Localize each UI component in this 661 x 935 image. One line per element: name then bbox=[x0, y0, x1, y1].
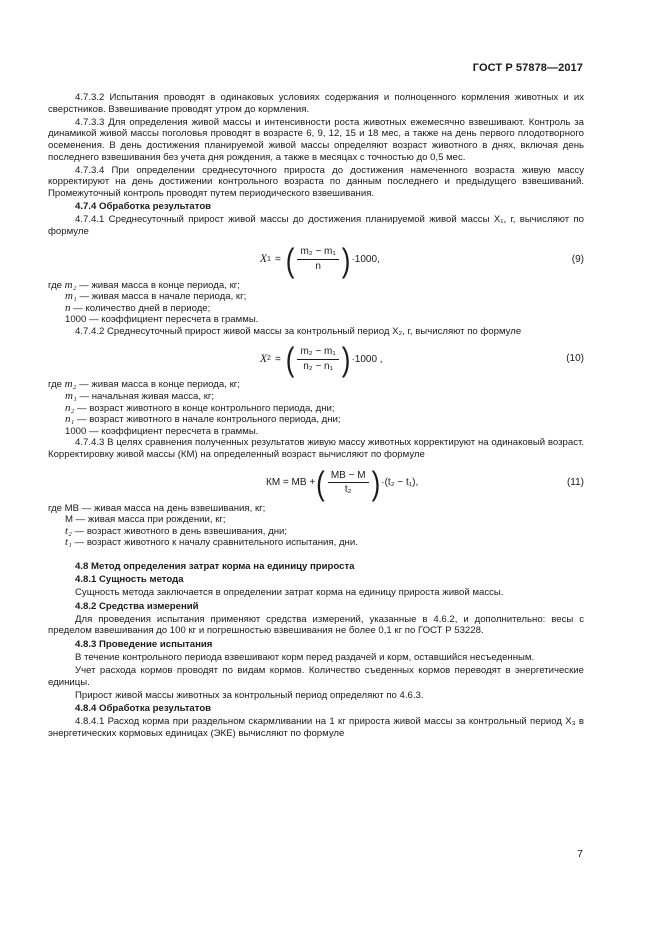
formula-11-number: (11) bbox=[566, 476, 584, 488]
paragraph-4-7-3-4: 4.7.3.4 При определении среднесуточного прироста до достижения намеченного возраста живую массу корректируют на день достижении контрольного возраста по данным последнего и предыдущего взвешиваний. Промежуточный контроль проводят путем периодического взвешивания. bbox=[48, 164, 584, 199]
formula-10-multiplier: ·1000 , bbox=[351, 353, 383, 365]
where-10-item: m₁ — начальная живая масса, кг; bbox=[65, 390, 215, 403]
formula-11-tail: ·(t₂ − t₁), bbox=[381, 476, 419, 488]
formula-11-numerator: МВ − М bbox=[328, 470, 369, 484]
paragraph-4-7-4-1: 4.7.4.1 Среднесуточный прирост живой массы до достижения планируемой живой массы X₁, г, вычисляют по формуле bbox=[48, 214, 584, 237]
heading-4-7-4: 4.7.4 Обработка результатов bbox=[75, 201, 212, 213]
where-11-item: М — живая масса при рождении, кг; bbox=[65, 514, 226, 526]
heading-4-8: 4.8 Метод определения затрат корма на единицу прироста bbox=[75, 561, 355, 572]
where-11-item: t₁ — возраст животного к началу сравнительного испытания, дни. bbox=[65, 536, 358, 549]
formula-9-fraction bbox=[297, 246, 338, 272]
paragraph-4-8-3-a: В течение контрольного периода взвешивают корм перед раздачей и корм, оставшийся несъеденным. bbox=[75, 651, 535, 663]
formula-9-number: (9) bbox=[571, 253, 584, 265]
where-list-11 bbox=[48, 503, 584, 549]
paragraph-4-7-3-3: 4.7.3.3 Для определения живой массы и интенсивности роста животных ежемесячно взвешивают. Контроль за динамикой живой массы поголовья проводят в возрасте 6, 9, 12, 15 и 18 мес, а также на день первого плодотворного осеменения. В день достижения планируемой живой массы определяют возраст животного в днях, включая день последнего взвешивания без учета дня рождения, а также в месяцах с точностью до 0,5 мес. bbox=[48, 116, 584, 163]
where-9-item: n — количество дней в периоде; bbox=[65, 301, 211, 314]
formula-10-numerator: m₂ − m₁ bbox=[297, 346, 338, 360]
where-9-item: где m₂ — живая масса в конце периода, кг; bbox=[48, 278, 240, 291]
formula-10-lhs: X bbox=[260, 352, 268, 365]
where-list-9 bbox=[48, 280, 584, 326]
page-content bbox=[48, 92, 584, 741]
where-9-item: m₁ — живая масса в начале периода, кг; bbox=[65, 290, 247, 303]
paragraph-4-8-3-c: Прирост живой массы животных за контрольный период определяют по 4.6.3. bbox=[75, 689, 424, 701]
paragraph-4-7-4-3: 4.7.4.3 В целях сравнения полученных результатов живую массу животных корректируют на одинаковый возраст. Корректировку живой массы (КМ) на определенный возраст вычисляют по формуле bbox=[48, 437, 584, 461]
where-10-item: n₁ — возраст животного в начале контрольного периода, дни; bbox=[65, 413, 341, 426]
formula-10-number: (10) bbox=[566, 353, 584, 365]
heading-4-8-4: 4.8.4 Обработка результатов bbox=[75, 702, 212, 714]
formula-11-body: КМ = МВ + ( $\frac{МВ - М}{\text{t₂}}$ ) ·(t₂ − t₁), bbox=[266, 463, 419, 503]
where-10-item: где m₂ — живая масса в конце периода, кг; bbox=[48, 378, 240, 391]
formula-9 bbox=[48, 242, 584, 278]
formula-10-fraction bbox=[297, 346, 338, 372]
formula-10 bbox=[48, 341, 584, 377]
formula-11-fraction bbox=[328, 470, 369, 496]
formula-9-multiplier: ·1000, bbox=[351, 253, 380, 265]
formula-10-body: X 2 = ( $\frac{\text{m₂ − m₁}}{\text{n₂ − n₁}}$ ) ·1000 , bbox=[260, 339, 383, 379]
document-header: ГОСТ Р 57878—2017 bbox=[472, 62, 583, 74]
where-11-item: t₂ — возраст животного в день взвешивания, дни; bbox=[65, 524, 288, 537]
where-11-item: где МВ — живая масса на день взвешивания, кг; bbox=[48, 502, 266, 514]
where-10-item: n₂ — возраст животного в конце контрольного периода, дни; bbox=[65, 401, 335, 414]
heading-4-8-3: 4.8.3 Проведение испытания bbox=[75, 638, 213, 650]
paragraph-4-8-1: Сущность метода заключается в определении затрат корма на единицу прироста живой массы. bbox=[75, 587, 504, 599]
formula-10-denominator: n₂ − n₁ bbox=[303, 360, 333, 372]
formula-11 bbox=[48, 465, 584, 501]
paragraph-4-8-2: Для проведения испытания применяют средства измерений, указанные в 4.6.2, и дополнительно: весы с пределом взвешивания до 100 кг и погрешностью взвешивания не более 0,1 кг по ГОСТ Р 53228. bbox=[48, 613, 584, 637]
heading-4-8-1: 4.8.1 Сущность метода bbox=[75, 574, 184, 586]
paragraph-4-7-3-2: 4.7.3.2 Испытания проводят в одинаковых условиях содержания и полноценного кормления животных и их сверстников. Взвешивание проводят утром до кормления. bbox=[48, 92, 584, 115]
where-list-10 bbox=[48, 379, 584, 437]
heading-4-8-2: 4.8.2 Средства измерений bbox=[75, 600, 199, 612]
formula-11-lhs: КМ = МВ + bbox=[266, 476, 316, 488]
page-number: 7 bbox=[577, 848, 583, 860]
paragraph-4-8-3-b: Учет расхода кормов проводят по видам кормов. Количество съеденных кормов переводят в энергетические единицы. bbox=[48, 664, 584, 688]
where-10-item: 1000 — коэффициент пересчета в граммы. bbox=[65, 425, 259, 437]
formula-9-body: X 1 = ( $\frac{\text{m₂ − m₁}}{n}$ ) ·1000, bbox=[260, 240, 380, 279]
formula-9-lhs: X bbox=[260, 252, 268, 265]
where-9-item: 1000 — коэффициент пересчета в граммы. bbox=[65, 314, 259, 326]
paragraph-4-8-4-1: 4.8.4.1 Расход корма при раздельном скармливании на 1 кг прироста живой массы за контрольный период X₃ в энергетических кормовых единицах (ЭКЕ) вычисляют по формуле bbox=[48, 716, 584, 739]
formula-9-numerator: m₂ − m₁ bbox=[297, 246, 338, 260]
formula-11-denominator: t₂ bbox=[344, 484, 352, 496]
paragraph-4-7-4-2: 4.7.4.2 Среднесуточный прирост живой массы за контрольный период X₂, г, вычисляют по формуле bbox=[75, 325, 522, 337]
formula-9-denominator: n bbox=[315, 261, 321, 272]
